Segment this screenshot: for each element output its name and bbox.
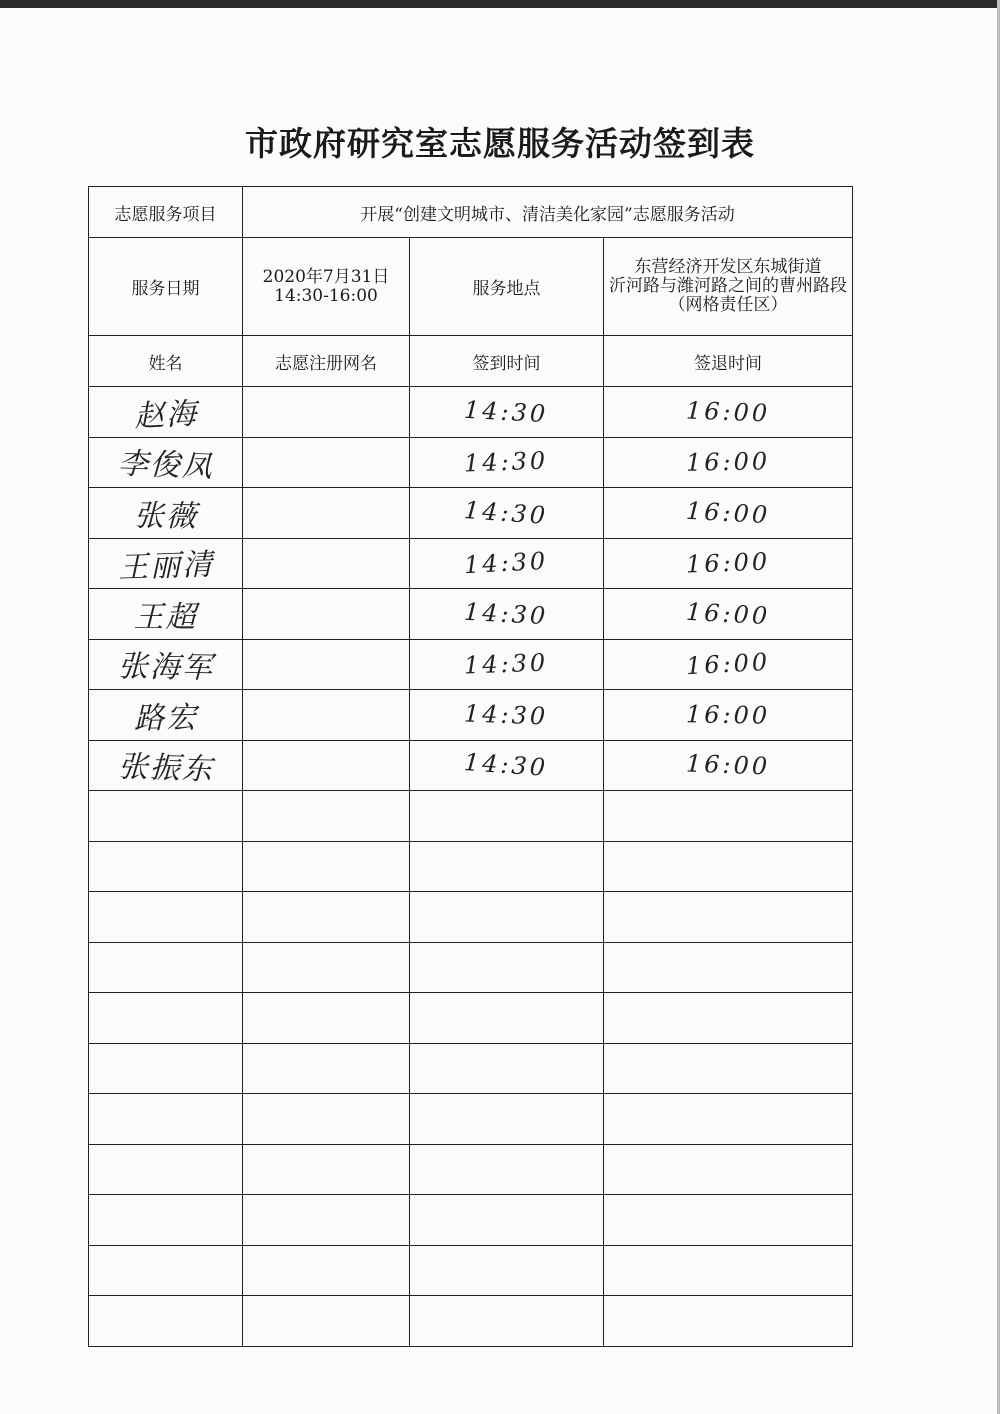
sign-out-time-cell	[604, 1043, 853, 1094]
sign-in-time-cell	[410, 387, 604, 438]
table-row	[89, 740, 853, 791]
net-name-cell-cell	[243, 993, 410, 1044]
sign-in-time: 14:30	[463, 495, 550, 530]
table-row	[89, 892, 853, 943]
sign-in-time-cell	[410, 841, 604, 892]
signature-name-cell	[89, 841, 243, 892]
service-row	[89, 238, 853, 336]
net-name-cell-cell	[243, 1195, 410, 1246]
table-row	[89, 538, 853, 589]
net-name-cell-cell	[243, 942, 410, 993]
project-row	[89, 187, 853, 238]
sign-out-time-cell	[604, 488, 853, 539]
sign-in-time-cell	[410, 690, 604, 741]
net-name-cell-cell	[243, 690, 410, 741]
signature-name-cell	[89, 589, 243, 640]
table-row	[89, 437, 853, 488]
net-name-cell-cell	[243, 740, 410, 791]
sign-out-time-cell	[604, 942, 853, 993]
sign-in-time: 14:30	[463, 699, 550, 731]
sign-in-time: 14:30	[463, 748, 550, 783]
sign-in-time-cell	[410, 791, 604, 842]
net-name-cell-cell	[243, 1043, 410, 1094]
sign-in-time: 14:30	[463, 648, 550, 680]
col-header-net-name: 志愿注册网名	[243, 336, 410, 387]
net-name-cell-cell	[243, 538, 410, 589]
net-name-cell-cell	[243, 387, 410, 438]
net-name-cell-cell	[243, 1144, 410, 1195]
date-line-1: 2020年7月31日	[262, 266, 390, 287]
table-row	[89, 1094, 853, 1145]
col-header-sign-out: 签退时间	[604, 336, 853, 387]
signature-name-cell	[89, 690, 243, 741]
signature-name: 张薇	[133, 498, 198, 535]
sign-out-time-cell	[604, 639, 853, 690]
signature-name-cell	[89, 387, 243, 438]
sign-out-time: 16:00	[685, 749, 771, 781]
sign-out-time: 16:00	[685, 597, 771, 630]
table-row	[89, 639, 853, 690]
signature-name: 赵海	[132, 396, 199, 435]
sign-in-time-cell	[410, 589, 604, 640]
signature-name-cell	[89, 1245, 243, 1296]
date-line-2: 14:30-16:00	[274, 285, 378, 306]
sign-in-time-cell	[410, 993, 604, 1044]
net-name-cell-cell	[243, 892, 410, 943]
sign-out-time: 16:00	[685, 648, 771, 681]
sign-out-time: 16:00	[685, 547, 771, 579]
sign-out-time-cell	[604, 437, 853, 488]
table-row	[89, 488, 853, 539]
table-row	[89, 841, 853, 892]
signature-name-cell	[89, 892, 243, 943]
net-name-cell-cell	[243, 639, 410, 690]
sign-in-time-cell	[410, 740, 604, 791]
sign-out-time: 16:00	[685, 447, 771, 477]
signature-name: 王超	[133, 599, 198, 635]
column-header-row	[89, 336, 853, 387]
signature-name-cell	[89, 639, 243, 690]
sign-in-time-cell	[410, 1144, 604, 1195]
sign-in-time-cell	[410, 1296, 604, 1347]
sign-in-time: 14:30	[463, 547, 550, 580]
table-row	[89, 791, 853, 842]
net-name-cell-cell	[243, 1245, 410, 1296]
location-line-2: 沂河路与潍河路之间的曹州路段	[609, 276, 847, 296]
sign-in-time-cell	[410, 639, 604, 690]
sign-in-time-cell	[410, 942, 604, 993]
col-header-sign-in: 签到时间	[410, 336, 604, 387]
sign-out-time-cell	[604, 1245, 853, 1296]
sign-out-time-cell	[604, 892, 853, 943]
signature-name-cell	[89, 791, 243, 842]
signature-name: 路宏	[133, 700, 198, 737]
net-name-cell-cell	[243, 1296, 410, 1347]
sign-out-time-cell	[604, 841, 853, 892]
sign-in-time: 14:30	[463, 395, 550, 428]
signature-name-cell	[89, 942, 243, 993]
signature-name-cell	[89, 1144, 243, 1195]
location-line-3: （网格责任区）	[668, 295, 788, 315]
sign-out-time: 16:00	[685, 396, 771, 428]
table-row	[89, 1043, 853, 1094]
sign-out-time-cell	[604, 1296, 853, 1347]
signature-name-cell	[89, 1296, 243, 1347]
net-name-cell-cell	[243, 1094, 410, 1145]
sign-in-time-cell	[410, 488, 604, 539]
sign-in-time-cell	[410, 1094, 604, 1145]
table-row	[89, 1195, 853, 1246]
sign-out-time: 16:00	[685, 700, 771, 730]
page-title: 市政府研究室志愿服务活动签到表	[245, 124, 755, 163]
signature-name-cell	[89, 1043, 243, 1094]
scan-edge-top	[0, 0, 1000, 8]
table-row	[89, 690, 853, 741]
table-row	[89, 589, 853, 640]
signature-name-cell	[89, 1094, 243, 1145]
sign-out-time-cell	[604, 538, 853, 589]
table-row	[89, 387, 853, 438]
sign-out-time-cell	[604, 740, 853, 791]
location-label: 服务地点	[410, 238, 604, 336]
signature-name-cell	[89, 437, 243, 488]
signature-name-cell	[89, 1195, 243, 1246]
sign-in-time-cell	[410, 1043, 604, 1094]
table-row	[89, 942, 853, 993]
table-row	[89, 1144, 853, 1195]
signature-name: 张海军	[117, 649, 214, 687]
sign-out-time-cell	[604, 589, 853, 640]
sign-in-time: 14:30	[463, 446, 550, 478]
sign-in-time-cell	[410, 437, 604, 488]
signature-name-cell	[89, 740, 243, 791]
col-header-name: 姓名	[89, 336, 243, 387]
signature-name-cell	[89, 538, 243, 589]
signature-name-cell	[89, 993, 243, 1044]
location-value	[604, 238, 853, 336]
sign-out-time-cell	[604, 690, 853, 741]
date-value	[243, 238, 410, 336]
sign-in-time-cell	[410, 538, 604, 589]
net-name-cell-cell	[243, 791, 410, 842]
sign-out-time: 16:00	[685, 496, 771, 529]
sign-out-time-cell	[604, 791, 853, 842]
net-name-cell-cell	[243, 841, 410, 892]
date-label: 服务日期	[89, 238, 243, 336]
net-name-cell-cell	[243, 437, 410, 488]
signature-name: 李俊凤	[116, 446, 214, 485]
table-row	[89, 1245, 853, 1296]
table-row	[89, 993, 853, 1044]
signature-name: 王丽清	[117, 547, 215, 586]
sign-in-time-cell	[410, 1195, 604, 1246]
sign-in-time-cell	[410, 1245, 604, 1296]
sign-out-time-cell	[604, 1094, 853, 1145]
project-label: 志愿服务项目	[89, 187, 243, 238]
sign-in-time: 14:30	[463, 597, 550, 630]
signature-name: 张振东	[116, 749, 214, 788]
sign-out-time-cell	[604, 1195, 853, 1246]
location-line-1: 东营经济开发区东城街道	[634, 257, 822, 277]
sign-in-time-cell	[410, 892, 604, 943]
sign-out-time-cell	[604, 993, 853, 1044]
net-name-cell-cell	[243, 488, 410, 539]
sign-out-time-cell	[604, 387, 853, 438]
signature-name-cell	[89, 488, 243, 539]
net-name-cell-cell	[243, 589, 410, 640]
project-value: 开展“创建文明城市、清洁美化家园”志愿服务活动	[243, 187, 853, 238]
sign-out-time-cell	[604, 1144, 853, 1195]
table-row	[89, 1296, 853, 1347]
sign-in-table	[88, 186, 853, 1347]
